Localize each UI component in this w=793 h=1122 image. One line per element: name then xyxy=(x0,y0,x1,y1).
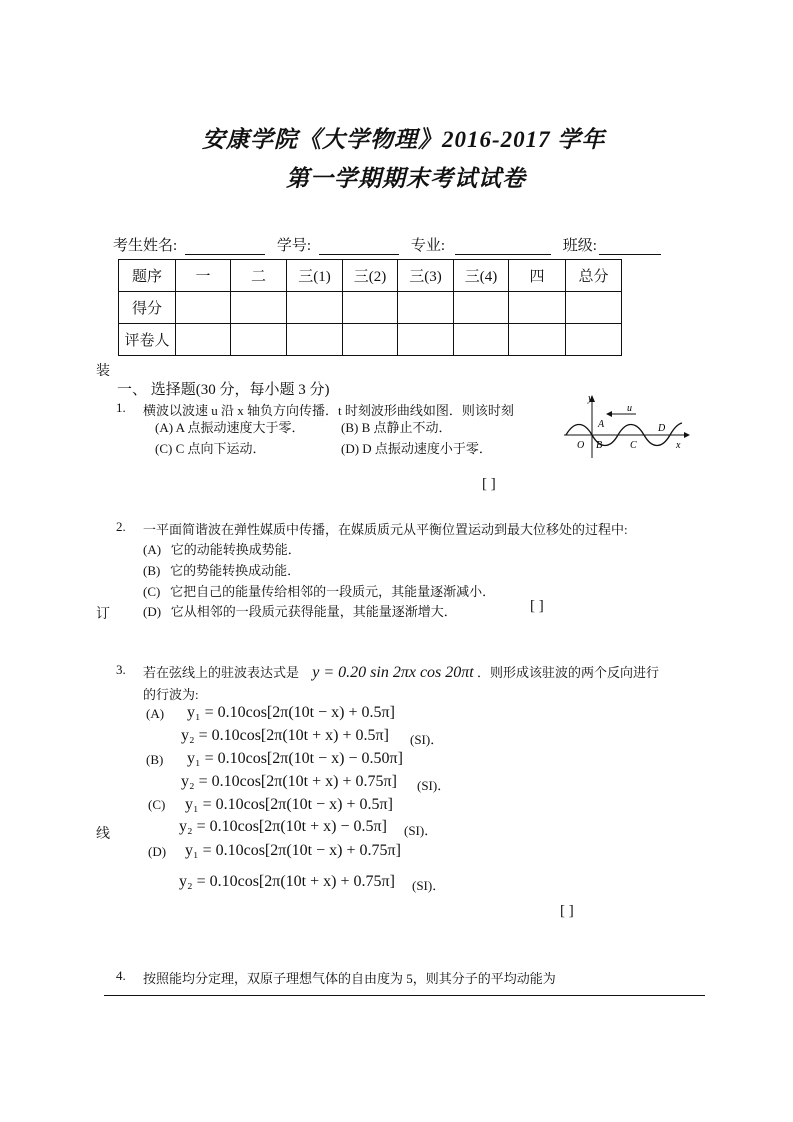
header-cell: 题序 xyxy=(119,260,176,292)
grader-cell[interactable] xyxy=(287,324,343,356)
q2-answer-bracket[interactable]: [ ] xyxy=(530,598,544,614)
option-label: (C) xyxy=(143,584,161,599)
option-text: C 点向下运动． xyxy=(175,441,266,456)
q1-option-a[interactable] xyxy=(155,417,305,436)
option-text: 它从相邻的一段质元获得能量，其能量逐渐增大． xyxy=(170,604,457,619)
q1-option-c[interactable] xyxy=(155,438,266,457)
score-row xyxy=(119,292,622,324)
q3-option-a-y2: y₂ = 0.10cos[2π(10t + x) + 0.5π] xyxy=(181,727,389,744)
page-subtitle: 第一学期期末考试试卷 xyxy=(286,166,526,191)
score-table-header-row xyxy=(119,260,622,292)
option-text: 它的势能转换成动能． xyxy=(170,563,301,578)
q3-answer-bracket[interactable]: [ ] xyxy=(560,903,574,919)
grader-cell[interactable] xyxy=(343,324,398,356)
q3-option-c-y1: y₁ = 0.10cos[2π(10t − x) + 0.5π] xyxy=(185,796,393,813)
q3-option-c-suffix: (SI)． xyxy=(404,823,438,838)
option-label: (C) xyxy=(155,441,173,456)
q3-option-b-label[interactable]: (B) xyxy=(146,752,164,767)
label-b: B xyxy=(596,440,603,451)
grader-cell[interactable] xyxy=(398,324,454,356)
q1-number: 1. xyxy=(116,400,126,415)
q3-stem-line2: 的行波为: xyxy=(143,687,199,702)
score-cell[interactable] xyxy=(509,292,566,324)
option-text: A 点振动速度大于零． xyxy=(175,420,305,435)
q3-number: 3. xyxy=(116,662,126,677)
score-cell[interactable] xyxy=(287,292,343,324)
label-c: C xyxy=(630,440,637,451)
score-cell[interactable] xyxy=(176,292,231,324)
option-label: (B) xyxy=(143,563,161,578)
q3-stem xyxy=(143,662,659,682)
q3-option-d-suffix: (SI)． xyxy=(412,878,446,893)
student-info-row xyxy=(113,234,661,255)
option-text: 它把自己的能量传给相邻的一段质元，其能量逐渐减小． xyxy=(170,584,496,599)
major-label: 专业: xyxy=(410,238,446,254)
option-label: (B) xyxy=(341,420,359,435)
section-heading: 一、 选择题(30 分，每小题 3 分) xyxy=(117,382,330,398)
class-label: 班级: xyxy=(562,238,597,254)
q1-option-d[interactable] xyxy=(341,438,492,457)
q3-stem-text-2: ．则形成该驻波的两个反向进行 xyxy=(477,665,660,680)
q3-option-a-y1: y₁ = 0.10cos[2π(10t − x) + 0.5π] xyxy=(187,704,395,721)
option-text: D 点振动速度小于零． xyxy=(362,441,492,456)
q3-option-d-y1: y₁ = 0.10cos[2π(10t − x) + 0.75π] xyxy=(185,842,401,859)
binding-mark-xian: 线 xyxy=(96,827,110,842)
header-cell: 一 xyxy=(176,260,231,292)
score-cell[interactable] xyxy=(566,292,622,324)
q3-option-b-suffix: (SI)． xyxy=(417,778,451,793)
grader-cell[interactable] xyxy=(509,324,566,356)
q3-option-c-y2: y₂ = 0.10cos[2π(10t + x) − 0.5π] xyxy=(179,818,387,835)
q2-option-c[interactable] xyxy=(143,581,495,600)
q4-stem: 按照能均分定理，双原子理想气体的自由度为 5，则其分子的平均动能为 xyxy=(143,971,556,986)
label-x: x xyxy=(676,440,681,451)
row-label: 评卷人 xyxy=(119,324,176,356)
option-label: (A) xyxy=(143,542,162,557)
binding-mark-ding: 订 xyxy=(96,607,110,622)
score-table xyxy=(118,259,622,356)
page-title: 安康学院《大学物理》2016-2017 学年 xyxy=(202,127,606,152)
header-cell: 三(2) xyxy=(343,260,398,292)
class-blank[interactable] xyxy=(599,240,661,255)
name-blank[interactable] xyxy=(185,240,265,255)
q2-option-a[interactable] xyxy=(143,539,301,558)
grader-cell[interactable] xyxy=(176,324,231,356)
q3-option-a-label[interactable]: (A) xyxy=(146,706,165,721)
q1-answer-bracket[interactable]: [ ] xyxy=(482,476,496,492)
major-blank[interactable] xyxy=(455,240,551,255)
x-axis-arrow-icon xyxy=(684,432,690,438)
header-cell: 三(1) xyxy=(287,260,343,292)
q3-option-b-y2: y₂ = 0.10cos[2π(10t + x) + 0.75π] xyxy=(181,773,397,790)
label-o: O xyxy=(577,440,585,451)
q3-stem-equation: y = 0.20 sin 2πx cos 20πt xyxy=(312,664,474,681)
q3-stem-text: 若在弦线上的驻波表达式是 xyxy=(143,665,300,680)
option-label: (D) xyxy=(143,604,162,619)
wave-figure xyxy=(560,392,690,460)
grader-cell[interactable] xyxy=(566,324,622,356)
score-cell[interactable] xyxy=(343,292,398,324)
option-text: B 点静止不动． xyxy=(361,420,452,435)
score-cell[interactable] xyxy=(454,292,509,324)
grader-row xyxy=(119,324,622,356)
q2-option-d[interactable] xyxy=(143,601,457,620)
label-u: u xyxy=(627,403,632,414)
header-cell: 总分 xyxy=(566,260,622,292)
q2-option-b[interactable] xyxy=(143,560,300,579)
grader-cell[interactable] xyxy=(231,324,287,356)
label-y: y xyxy=(588,393,593,404)
header-cell: 三(4) xyxy=(454,260,509,292)
score-cell[interactable] xyxy=(231,292,287,324)
header-cell: 二 xyxy=(231,260,287,292)
option-text: 它的动能转换成势能． xyxy=(170,542,301,557)
q1-option-b[interactable] xyxy=(341,417,452,436)
name-label: 考生姓名: xyxy=(113,238,178,254)
header-cell: 三(3) xyxy=(398,260,454,292)
option-label: (A) xyxy=(155,420,174,435)
q2-stem: 一平面简谐波在弹性媒质中传播，在媒质质元从平衡位置运动到最大位移处的过程中: xyxy=(143,522,628,537)
q4-number: 4. xyxy=(116,968,126,983)
q2-number: 2. xyxy=(116,519,126,534)
score-cell[interactable] xyxy=(398,292,454,324)
q1-stem: 横波以波速 u 沿 x 轴负方向传播．t 时刻波形曲线如图．则该时刻 xyxy=(143,403,514,418)
q3-option-b-y1: y₁ = 0.10cos[2π(10t − x) − 0.50π] xyxy=(187,750,403,767)
grader-cell[interactable] xyxy=(454,324,509,356)
header-cell: 四 xyxy=(509,260,566,292)
binding-mark-zhuang: 装 xyxy=(96,364,110,379)
q3-option-d-label[interactable]: (D) xyxy=(148,844,167,859)
option-label: (D) xyxy=(341,441,360,456)
q3-option-d-y2: y₂ = 0.10cos[2π(10t + x) + 0.75π] xyxy=(179,873,395,890)
q3-option-c-label[interactable]: (C) xyxy=(148,797,166,812)
row-label: 得分 xyxy=(119,292,176,324)
id-label: 学号: xyxy=(276,238,312,254)
id-blank[interactable] xyxy=(319,240,399,255)
q3-option-a-suffix: (SI)． xyxy=(410,732,444,747)
label-d: D xyxy=(658,423,666,434)
velocity-arrow-icon xyxy=(606,411,612,417)
footer-divider xyxy=(104,995,705,996)
label-a: A xyxy=(598,419,605,430)
